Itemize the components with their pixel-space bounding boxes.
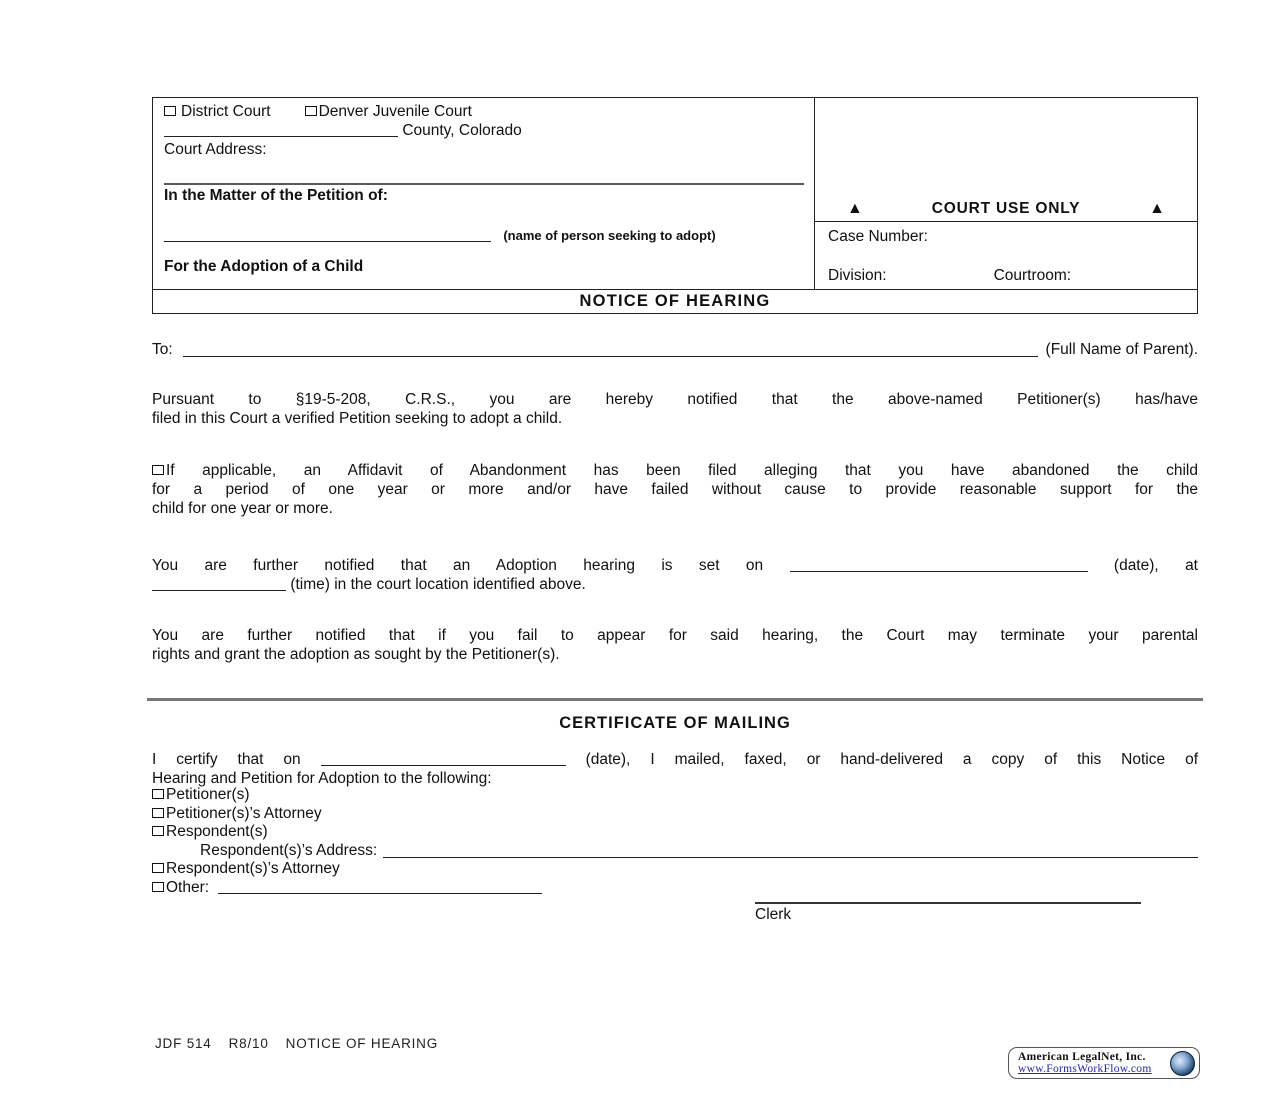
petitioner-name-hint: (name of person seeking to adopt) bbox=[503, 228, 716, 243]
clerk-signature-line[interactable] bbox=[755, 895, 1141, 904]
list-item-label: Respondent(s)’s Attorney bbox=[166, 860, 340, 877]
paragraph-fail-to-appear bbox=[152, 626, 1198, 664]
hearing-date-line[interactable] bbox=[790, 558, 1088, 572]
division-label: Division: bbox=[828, 267, 887, 284]
paragraph-text: If applicable, an Affidavit of Abandonment has been filed alleging that you have abandoned the child bbox=[166, 462, 1198, 479]
county-row bbox=[164, 121, 804, 140]
footer bbox=[155, 1034, 455, 1053]
time-hint: (time) in the court location identified above. bbox=[290, 576, 586, 593]
division-row bbox=[828, 266, 1184, 285]
parent-name-line[interactable] bbox=[183, 343, 1038, 357]
mailing-date-line[interactable] bbox=[321, 752, 566, 766]
paragraph-line bbox=[152, 556, 1198, 575]
clerk-signature-block bbox=[755, 895, 1141, 924]
mailing-recipient-list bbox=[152, 786, 1198, 897]
clerk-label: Clerk bbox=[755, 906, 792, 923]
paragraph-pursuant bbox=[152, 390, 1198, 428]
court-type-row bbox=[164, 102, 804, 121]
list-item-petitioners bbox=[152, 786, 1198, 805]
petitioners-checkbox[interactable] bbox=[152, 789, 164, 799]
courtroom-label: Courtroom: bbox=[993, 267, 1072, 284]
county-suffix-label: County, Colorado bbox=[402, 122, 522, 139]
court-use-only-label: COURT USE ONLY bbox=[931, 200, 1081, 217]
date-hint: (date), at bbox=[1113, 557, 1198, 574]
paragraph-line: Hearing and Petition for Adoption to the following: bbox=[152, 770, 492, 787]
paragraph-line: child for one year or more. bbox=[152, 500, 333, 517]
list-item-respondents bbox=[152, 823, 1198, 842]
petitioners-attorney-checkbox[interactable] bbox=[152, 808, 164, 818]
header-top-row bbox=[153, 98, 1197, 289]
list-item-petitioners-attorney bbox=[152, 805, 1198, 824]
if-applicable-checkbox[interactable] bbox=[152, 465, 164, 475]
paragraph-line bbox=[152, 575, 1198, 594]
legalnet-url-link[interactable]: www.FormsWorkFlow.com bbox=[1018, 1063, 1152, 1075]
section-divider bbox=[147, 698, 1203, 701]
adoption-of-child-label: For the Adoption of a Child bbox=[164, 258, 364, 275]
paragraph-line: rights and grant the adoption as sought by the Petitioner(s). bbox=[152, 646, 560, 663]
denver-juvenile-label: Denver Juvenile Court bbox=[318, 103, 472, 120]
petitioner-name-row bbox=[164, 226, 804, 245]
certify-pre-text: I certify that on bbox=[152, 751, 301, 768]
denver-juvenile-checkbox[interactable] bbox=[305, 106, 317, 116]
paragraph-line: filed in this Court a verified Petition seeking to adopt a child. bbox=[152, 410, 563, 427]
respondent-address-row bbox=[152, 842, 1198, 861]
paragraph-line: Pursuant to §19-5-208, C.R.S., you are hereby notified that the above-named Petitioner(s) has/have bbox=[152, 391, 1198, 408]
hearing-time-line[interactable] bbox=[152, 577, 286, 591]
list-item-label: Respondent(s) bbox=[166, 823, 268, 840]
respondent-address-label: Respondent(s)’s Address: bbox=[200, 841, 378, 859]
paragraph-hearing-date bbox=[152, 556, 1198, 594]
parent-name-hint: (Full Name of Parent). bbox=[1045, 341, 1198, 358]
certify-post-text: (date), I mailed, faxed, or hand-delivered a copy of this Notice of bbox=[585, 751, 1198, 768]
case-number-zone bbox=[815, 221, 1197, 289]
paragraph-line: for a period of one year or more and/or have failed without cause to provide reasonable support for the bbox=[152, 481, 1198, 498]
list-item-label: Petitioner(s)’s Attorney bbox=[166, 804, 322, 822]
to-row bbox=[152, 340, 1198, 359]
paragraph-line bbox=[152, 750, 1198, 769]
list-item-respondents-attorney bbox=[152, 860, 1198, 879]
paragraph-abandonment bbox=[152, 461, 1198, 518]
paragraph-line bbox=[152, 461, 1198, 480]
case-number-label: Case Number: bbox=[828, 228, 928, 245]
other-line[interactable] bbox=[218, 880, 542, 894]
list-item-label: Petitioner(s) bbox=[166, 786, 250, 803]
court-address-label: Court Address: bbox=[164, 141, 267, 158]
form-title: NOTICE OF HEARING bbox=[153, 289, 1197, 313]
header-divider-line bbox=[164, 183, 804, 185]
court-address-row bbox=[164, 140, 804, 159]
court-use-cell bbox=[815, 98, 1197, 289]
header-box bbox=[152, 97, 1198, 314]
district-court-checkbox[interactable] bbox=[164, 106, 176, 116]
court-use-zone bbox=[815, 98, 1197, 221]
legalnet-text bbox=[1018, 1051, 1167, 1076]
certify-paragraph bbox=[152, 750, 1198, 788]
form-id: JDF 514 bbox=[155, 1036, 212, 1051]
matter-of-label: In the Matter of the Petition of: bbox=[164, 187, 388, 204]
certificate-title: CERTIFICATE OF MAILING bbox=[559, 714, 791, 732]
paragraph-line: You are further notified that if you fail to appear for said hearing, the Court may terminate your parental bbox=[152, 627, 1198, 644]
respondent-address-line[interactable] bbox=[383, 844, 1198, 858]
court-use-only-row bbox=[815, 199, 1197, 221]
county-input-line[interactable] bbox=[164, 123, 398, 137]
to-label: To: bbox=[152, 341, 173, 358]
district-court-label: District Court bbox=[181, 103, 271, 120]
court-info-cell bbox=[153, 98, 815, 289]
footer-form-title: NOTICE OF HEARING bbox=[285, 1036, 439, 1051]
legalnet-vendor-name: American LegalNet, Inc. bbox=[1018, 1050, 1146, 1063]
respondents-attorney-checkbox[interactable] bbox=[152, 863, 164, 873]
other-checkbox[interactable] bbox=[152, 882, 164, 892]
hearing-set-text: You are further notified that an Adoption hearing is set on bbox=[152, 557, 764, 574]
respondents-checkbox[interactable] bbox=[152, 826, 164, 836]
form-revision: R8/10 bbox=[228, 1036, 269, 1051]
left-triangle-icon: ▲ bbox=[847, 200, 863, 217]
petitioner-name-line[interactable] bbox=[164, 228, 491, 242]
list-item-label: Other: bbox=[166, 878, 210, 896]
globe-logo-icon bbox=[1170, 1051, 1195, 1076]
legalnet-badge bbox=[1008, 1047, 1200, 1079]
right-triangle-icon: ▲ bbox=[1149, 200, 1165, 217]
